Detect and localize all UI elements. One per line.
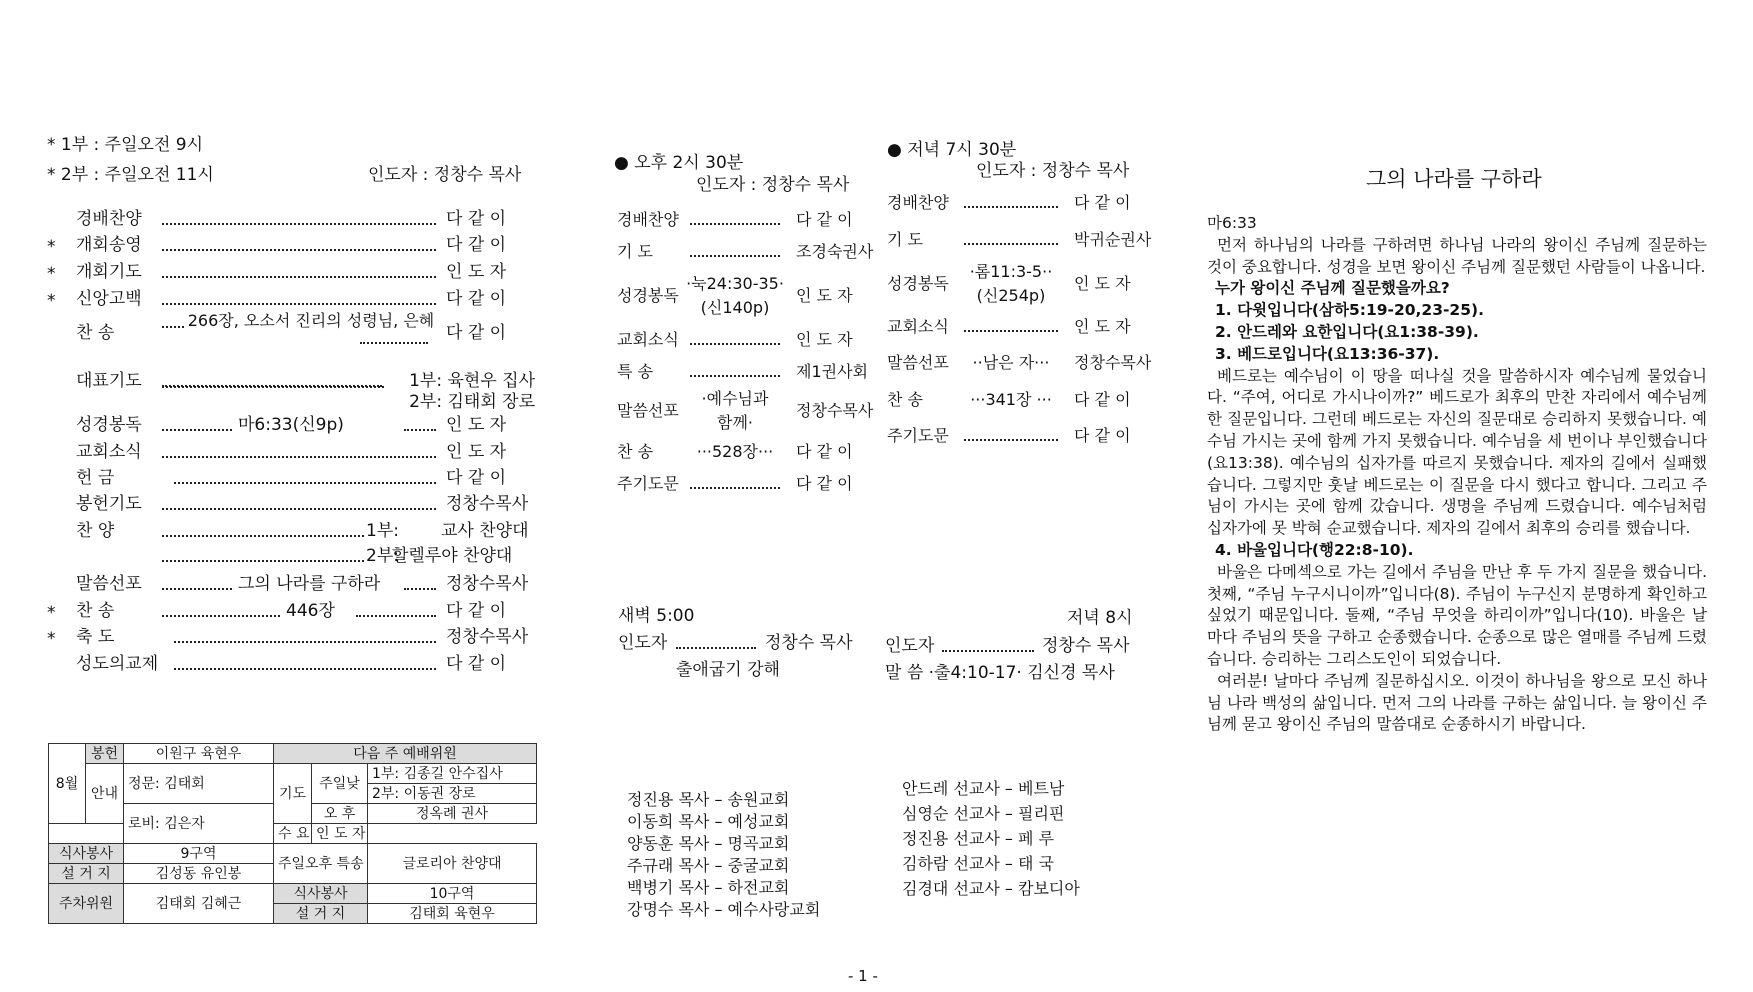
service-1-time: * 1부 : 주일오전 9시 xyxy=(47,135,204,155)
order-label: 개회기도 xyxy=(76,262,142,282)
order-dots xyxy=(162,303,436,305)
order-label: 교회소식 xyxy=(887,317,949,336)
order-dots xyxy=(174,668,436,670)
jooilnat-label: 주일낮 xyxy=(312,764,368,804)
pastor-item: 양동훈 목사 – 명곡교회 xyxy=(627,834,790,853)
order-star: * xyxy=(47,629,56,649)
order-dots xyxy=(162,615,280,617)
order-mid: 1부: xyxy=(366,521,399,541)
sermon-paragraph: 2. 안드레와 요한입니다(요1:38-39). xyxy=(1215,322,1479,341)
order-dots xyxy=(162,560,364,562)
order-dots xyxy=(162,326,184,328)
jooilnat-2: 2부: 이동권 장로 xyxy=(368,784,537,804)
order-star: * xyxy=(47,237,56,257)
order-dots xyxy=(964,439,1058,441)
order-label: 개회송영 xyxy=(76,235,142,255)
dawn-topic: 출애굽기 강해 xyxy=(676,660,780,680)
sermon-paragraph: 1. 다윗입니다(삼하5:19-20,23-25). xyxy=(1215,301,1484,320)
order-label: 주기도문 xyxy=(887,426,949,445)
sermon-paragraph: 먼저 하나님의 나라를 구하려면 하나님 나라의 왕이신 주님께 질문하는 것이 중요합니다. 성경을 보면 왕이신 주님께 질문했던 사람들이 나옵니다. xyxy=(1207,235,1707,276)
special-value: 글로리아 찬양대 xyxy=(368,844,537,884)
order-label: 특 송 xyxy=(617,362,653,381)
order-right: 인 도 자 xyxy=(796,330,853,349)
order-dots xyxy=(162,508,436,510)
order-label: 헌 금 xyxy=(76,468,115,488)
order-mid: 266장, 오소서 진리의 성령님, 은혜 xyxy=(187,311,435,330)
order-right: 다 같 이 xyxy=(446,468,507,488)
order-mid: 446장 xyxy=(286,601,335,621)
order-right: 인 도 자 xyxy=(1074,317,1131,336)
duty-table xyxy=(48,743,537,924)
pastor-item: 이동희 목사 – 예성교회 xyxy=(627,812,790,831)
order-dots xyxy=(162,276,436,278)
order-dots xyxy=(404,588,436,590)
order-mid-2: (신254p) xyxy=(976,286,1046,305)
order-dots xyxy=(964,330,1058,332)
order-dots xyxy=(162,386,384,388)
sermon-paragraph: 바울은 다메섹으로 가는 길에서 주님을 만난 후 두 가지 질문을 했습니다. 첫째, “주님 누구시니이까”입니다(8). 주님이 누구신지 분명하게 확인하고 싶었기 때문입니다. 둘째, “주님 무엇을 하리이까”입니다(10). 바울은 날마다 주님의 뜻을 구하고 순종했습니다. 순종으로 많은 열매를 주님께 드렸습니다. 승리하는 그리스도인이 되었습니다. xyxy=(1207,562,1707,668)
pastor-item: 백병기 목사 – 하전교회 xyxy=(627,878,790,897)
order-label: 찬 송 xyxy=(617,442,653,461)
order-mid: 그의 나라를 구하라 xyxy=(238,574,381,594)
order-right: 인 도 자 xyxy=(446,442,507,462)
seolgeoji-value: 김성동 유인봉 xyxy=(124,864,274,884)
wed-leader-dots xyxy=(942,650,1034,652)
parking-value: 김태회 김혜근 xyxy=(124,884,274,924)
order-label: 교회소식 xyxy=(617,330,679,349)
order-label: 말씀선포 xyxy=(76,574,142,594)
order-right: 다 같 이 xyxy=(1074,426,1131,445)
order-right: 1부: 육현우 집사 xyxy=(409,371,535,391)
order-right: 다 같 이 xyxy=(796,442,853,461)
sermon-paragraph: 누가 왕이신 주님께 질문했을까요? xyxy=(1215,279,1450,298)
order-right: 정창수목사 xyxy=(446,627,529,647)
order-mid: ···341장 ··· xyxy=(970,390,1052,409)
order-mid: 마6:33(신9p) xyxy=(238,415,344,435)
order-dots xyxy=(690,487,780,489)
order-right: 다 같 이 xyxy=(1074,390,1131,409)
sermon-paragraph: 여러분! 날마다 주님께 질문하십시오. 이것이 하나님을 왕으로 모신 하나님 나라 백성의 삶입니다. 먼저 그의 나라를 구하는 삶입니다. 늘 왕이신 주님께 묻고 왕이신 주님의 말씀대로 순종하시기 바랍니다. xyxy=(1207,671,1707,734)
ohu-label: 오 후 xyxy=(312,804,368,824)
order-star: * xyxy=(47,291,56,311)
order-label: 신앙고백 xyxy=(76,289,142,309)
order-label: 성도의교제 xyxy=(76,654,159,674)
order-right: 정창수목사 xyxy=(1074,353,1152,372)
order-label: 축 도 xyxy=(76,627,115,647)
order-right: 다 같 이 xyxy=(796,474,853,493)
order-dots xyxy=(162,249,436,251)
gido-label: 기도 xyxy=(274,764,312,824)
order-label: 교회소식 xyxy=(76,442,142,462)
order-mid-2: (신140p) xyxy=(700,298,770,317)
order-dots xyxy=(360,342,428,344)
next-week-header: 다음 주 예배위원 xyxy=(274,744,537,764)
wed-leader-name: 정창수 목사 xyxy=(1042,636,1130,656)
order-dots xyxy=(162,429,232,431)
order-label: 경배찬양 xyxy=(76,209,142,229)
order-label: 기 도 xyxy=(887,230,923,249)
order-right: 인 도 자 xyxy=(1074,274,1131,293)
order-dots xyxy=(162,588,232,590)
parking-label: 주차위원 xyxy=(49,884,124,924)
jeongmun-cell: 정문: 김태회 xyxy=(124,764,274,804)
page-number: - 1 - xyxy=(848,967,878,985)
order-right: 정창수목사 xyxy=(796,401,874,420)
seolgeoji2-label: 설 거 지 xyxy=(274,904,368,924)
order-right: 다 같 이 xyxy=(446,323,507,343)
sermon-body xyxy=(1207,213,1707,736)
sermon-paragraph: 베드로는 예수님이 이 땅을 떠나실 것을 말씀하시자 예수님께 물었습니다. “주여, 어디로 가시나이까?” 베드로가 최후의 만찬 자리에서 예수님께 한 질문입니다. 그런데 베드로는 자신의 질문대로 승리하지 못했습니다. 예수님 가시는 곳에 함께 가지 못했습니다. 예수님을 세 번이나 부인했습니다(요13:38). 예수님의 십자가를 따르지 못했습니다. 제자의 길에서 실패했습니다. 그렇지만 훗날 베드로는 이 질문을 다시 했다고 합니다. 그리고 주님이 가시는 곳에 함께 갔습니다. 생명을 주님께 드렸습니다. 예수님처럼 십자가에 못 박혀 순교했습니다. 제자의 길에서 최후의 승리를 했습니다. xyxy=(1207,366,1707,538)
order-label: 성경봉독 xyxy=(617,286,679,305)
dawn-leader-dots xyxy=(676,647,756,649)
missionary-item: 심영순 선교사 – 필리핀 xyxy=(902,804,1065,823)
sermon-paragraph: 4. 바울입니다(행22:8-10). xyxy=(1215,540,1414,559)
order-right: 다 같 이 xyxy=(446,601,507,621)
missionary-item: 안드레 선교사 – 베트남 xyxy=(902,779,1065,798)
order-right: 정창수목사 xyxy=(446,574,529,594)
sermon-title: 그의 나라를 구하라 xyxy=(1366,167,1542,191)
seolgeoji2-value: 김태회 육현우 xyxy=(368,904,537,924)
month-cell: 8월 xyxy=(49,744,86,824)
jooilnat-1: 1부: 김종길 안수집사 xyxy=(368,764,537,784)
siksa2-value: 10구역 xyxy=(368,884,537,904)
pastor-item: 정진용 목사 – 송원교회 xyxy=(627,790,790,809)
order-label: 기 도 xyxy=(617,242,653,261)
sermon-paragraph: 3. 베드로입니다(요13:36-37). xyxy=(1215,344,1440,363)
order-mid: ·롬11:3-5·· xyxy=(969,262,1053,281)
order-dots xyxy=(690,375,780,377)
order-dots xyxy=(404,429,436,431)
order-dots xyxy=(162,223,436,225)
order-right: 정창수목사 xyxy=(446,494,529,514)
order-right: 다 같 이 xyxy=(446,235,507,255)
order-right: 교사 찬양대 xyxy=(441,521,529,541)
pastor-item: 주규래 목사 – 중굴교회 xyxy=(627,856,790,875)
order-dots xyxy=(690,255,780,257)
order-label: 찬 송 xyxy=(887,390,923,409)
service-2-time: * 2부 : 주일오전 11시 xyxy=(47,165,214,185)
order-dots xyxy=(690,223,780,225)
order-mid-2: 함께· xyxy=(717,413,753,432)
evening-title: ● 저녁 7시 30분 xyxy=(887,140,1017,160)
dawn-title: 새벽 5:00 xyxy=(618,606,695,626)
order-star: * xyxy=(47,603,56,623)
order-right: 인 도 자 xyxy=(796,286,853,305)
order-mid: ··남은 자··· xyxy=(972,353,1050,372)
order-dots xyxy=(162,456,436,458)
dawn-leader-label: 인도자 xyxy=(618,633,668,653)
order-label: 찬 송 xyxy=(76,323,115,343)
order-right: 박귀순권사 xyxy=(1074,230,1152,249)
order-dots xyxy=(690,343,780,345)
lobby-cell: 로비: 김은자 xyxy=(124,804,274,844)
order-label: 성경봉독 xyxy=(76,415,142,435)
order-right: 2부: 김태회 장로 xyxy=(409,392,535,412)
siksa-label: 식사봉사 xyxy=(49,844,124,864)
afternoon-title: ● 오후 2시 30분 xyxy=(614,153,744,173)
order-right: 인 도 자 xyxy=(446,415,507,435)
wed-title: 저녁 8시 xyxy=(1067,608,1133,628)
order-label: 경배찬양 xyxy=(617,210,679,229)
order-right: 다 같 이 xyxy=(446,289,507,309)
order-dots xyxy=(356,615,436,617)
order-mid: 2부: xyxy=(366,546,399,566)
order-mid: ···528장··· xyxy=(696,442,774,461)
order-label: 말씀선포 xyxy=(887,353,949,372)
seolgeoji-label: 설 거 지 xyxy=(49,864,124,884)
order-right: 할렐루야 찬양대 xyxy=(392,546,513,566)
order-label: 봉헌기도 xyxy=(76,494,142,514)
siksa2-label: 식사봉사 xyxy=(274,884,368,904)
sermon-paragraph: 마6:33 xyxy=(1207,214,1257,232)
order-label: 주기도문 xyxy=(617,474,679,493)
order-dots xyxy=(964,243,1058,245)
order-right: 인 도 자 xyxy=(446,262,507,282)
missionary-item: 정진용 선교사 – 페 루 xyxy=(902,829,1054,848)
missionary-item: 김경대 선교사 – 캄보디아 xyxy=(902,879,1080,898)
pastor-item: 강명수 목사 – 예수사랑교회 xyxy=(627,900,821,919)
order-right: 다 같 이 xyxy=(446,209,507,229)
suyo-name: 인 도 자 xyxy=(312,824,368,844)
order-dots xyxy=(174,482,436,484)
dawn-leader-name: 정창수 목사 xyxy=(765,633,853,653)
afternoon-leader: 인도자 : 정창수 목사 xyxy=(696,175,850,195)
order-dots xyxy=(174,641,436,643)
order-right: 조경숙권사 xyxy=(796,242,874,261)
wed-sermon: 말 씀 ·출4:10-17· 김신경 목사 xyxy=(885,663,1115,683)
order-mid: ·예수님과 xyxy=(701,389,769,408)
order-right: 다 같 이 xyxy=(446,654,507,674)
order-label: 경배찬양 xyxy=(887,193,949,212)
order-label: 찬 송 xyxy=(76,601,115,621)
order-right: 다 같 이 xyxy=(796,210,853,229)
bongheon-names: 이원구 육현우 xyxy=(124,744,274,764)
ohu-name: 정옥례 권사 xyxy=(368,804,537,824)
morning-leader: 인도자 : 정창수 목사 xyxy=(368,165,522,185)
order-label: 대표기도 xyxy=(76,371,142,391)
suyo-label: 수 요 xyxy=(274,824,312,844)
order-label: 말씀선포 xyxy=(617,401,679,420)
annae-label: 안내 xyxy=(86,764,124,824)
order-star: * xyxy=(47,264,56,284)
special-label: 주일오후 특송 xyxy=(274,844,368,884)
wed-leader-label: 인도자 xyxy=(885,636,935,656)
order-mid: ·눅24:30-35· xyxy=(686,274,784,293)
order-dots xyxy=(964,206,1058,208)
evening-leader: 인도자 : 정창수 목사 xyxy=(976,161,1130,181)
order-label: 성경봉독 xyxy=(887,274,949,293)
bongheon-label: 봉헌 xyxy=(86,744,124,764)
order-dots xyxy=(162,535,364,537)
order-right: 다 같 이 xyxy=(1074,193,1131,212)
siksa-value: 9구역 xyxy=(124,844,274,864)
missionary-item: 김하람 선교사 – 태 국 xyxy=(902,854,1054,873)
order-label: 찬 양 xyxy=(76,521,115,541)
order-right: 제1권사회 xyxy=(796,362,869,381)
